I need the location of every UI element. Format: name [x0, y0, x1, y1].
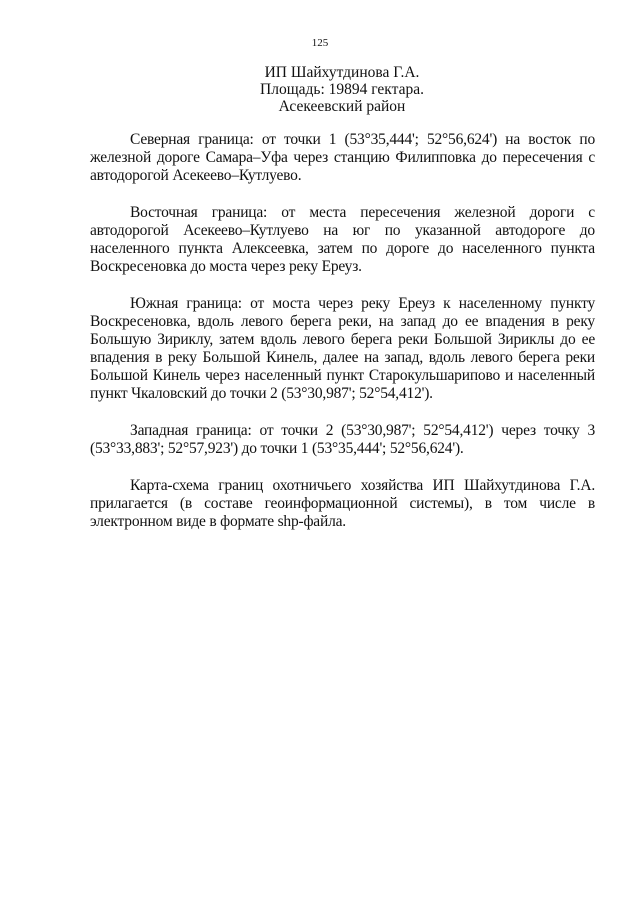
- document-body: [90, 131, 595, 550]
- heading-area: Площадь: 19894 гектара.: [260, 81, 424, 98]
- page-number: 125: [311, 37, 329, 49]
- paragraph-north-border: Северная граница: от точки 1 (53°35,444'; 52°56,624') на восток по железной дороге Самара–Уфа через станцию Филипповка до пересечения с автодорогой Асекеево–Кутлуево.: [90, 131, 595, 184]
- paragraph-map-scheme: Карта-схема границ охотничьего хозяйства ИП Шайхутдинова Г.А. прилагается (в составе геоинформационной системы), в том числе в электронном виде в формате shp-файла.: [90, 477, 595, 530]
- heading-owner: ИП Шайхутдинова Г.А.: [264, 64, 420, 81]
- document-heading: [0, 64, 640, 115]
- paragraph-east-border: Восточная граница: от места пересечения железной дороги с автодорогой Асекеево–Кутлуево на юг по указанной автодороге до населенного пункта Алексеевка, затем по дороге до населенного пункта Воскресеновка до моста через реку Ереуз.: [90, 204, 595, 275]
- heading-district: Асекеевский район: [278, 98, 406, 115]
- paragraph-south-border: Южная граница: от моста через реку Ереуз к населенному пункту Воскресеновка, вдоль левого берега реки, на запад до ее впадения в реку Большую Зириклу, затем вдоль левого берега реки Большой Зириклы до ее впадения в реку Большой Кинель, далее на запад, вдоль левого берега реки Большой Кинель через населенный пункт Старокульшарипово и населенный пункт Чкаловский до точки 2 (53°30,987'; 52°54,412').: [90, 295, 595, 402]
- paragraph-west-border: Западная граница: от точки 2 (53°30,987'; 52°54,412') через точку 3 (53°33,883'; 52°57,923') до точки 1 (53°35,444'; 52°56,624').: [90, 422, 595, 457]
